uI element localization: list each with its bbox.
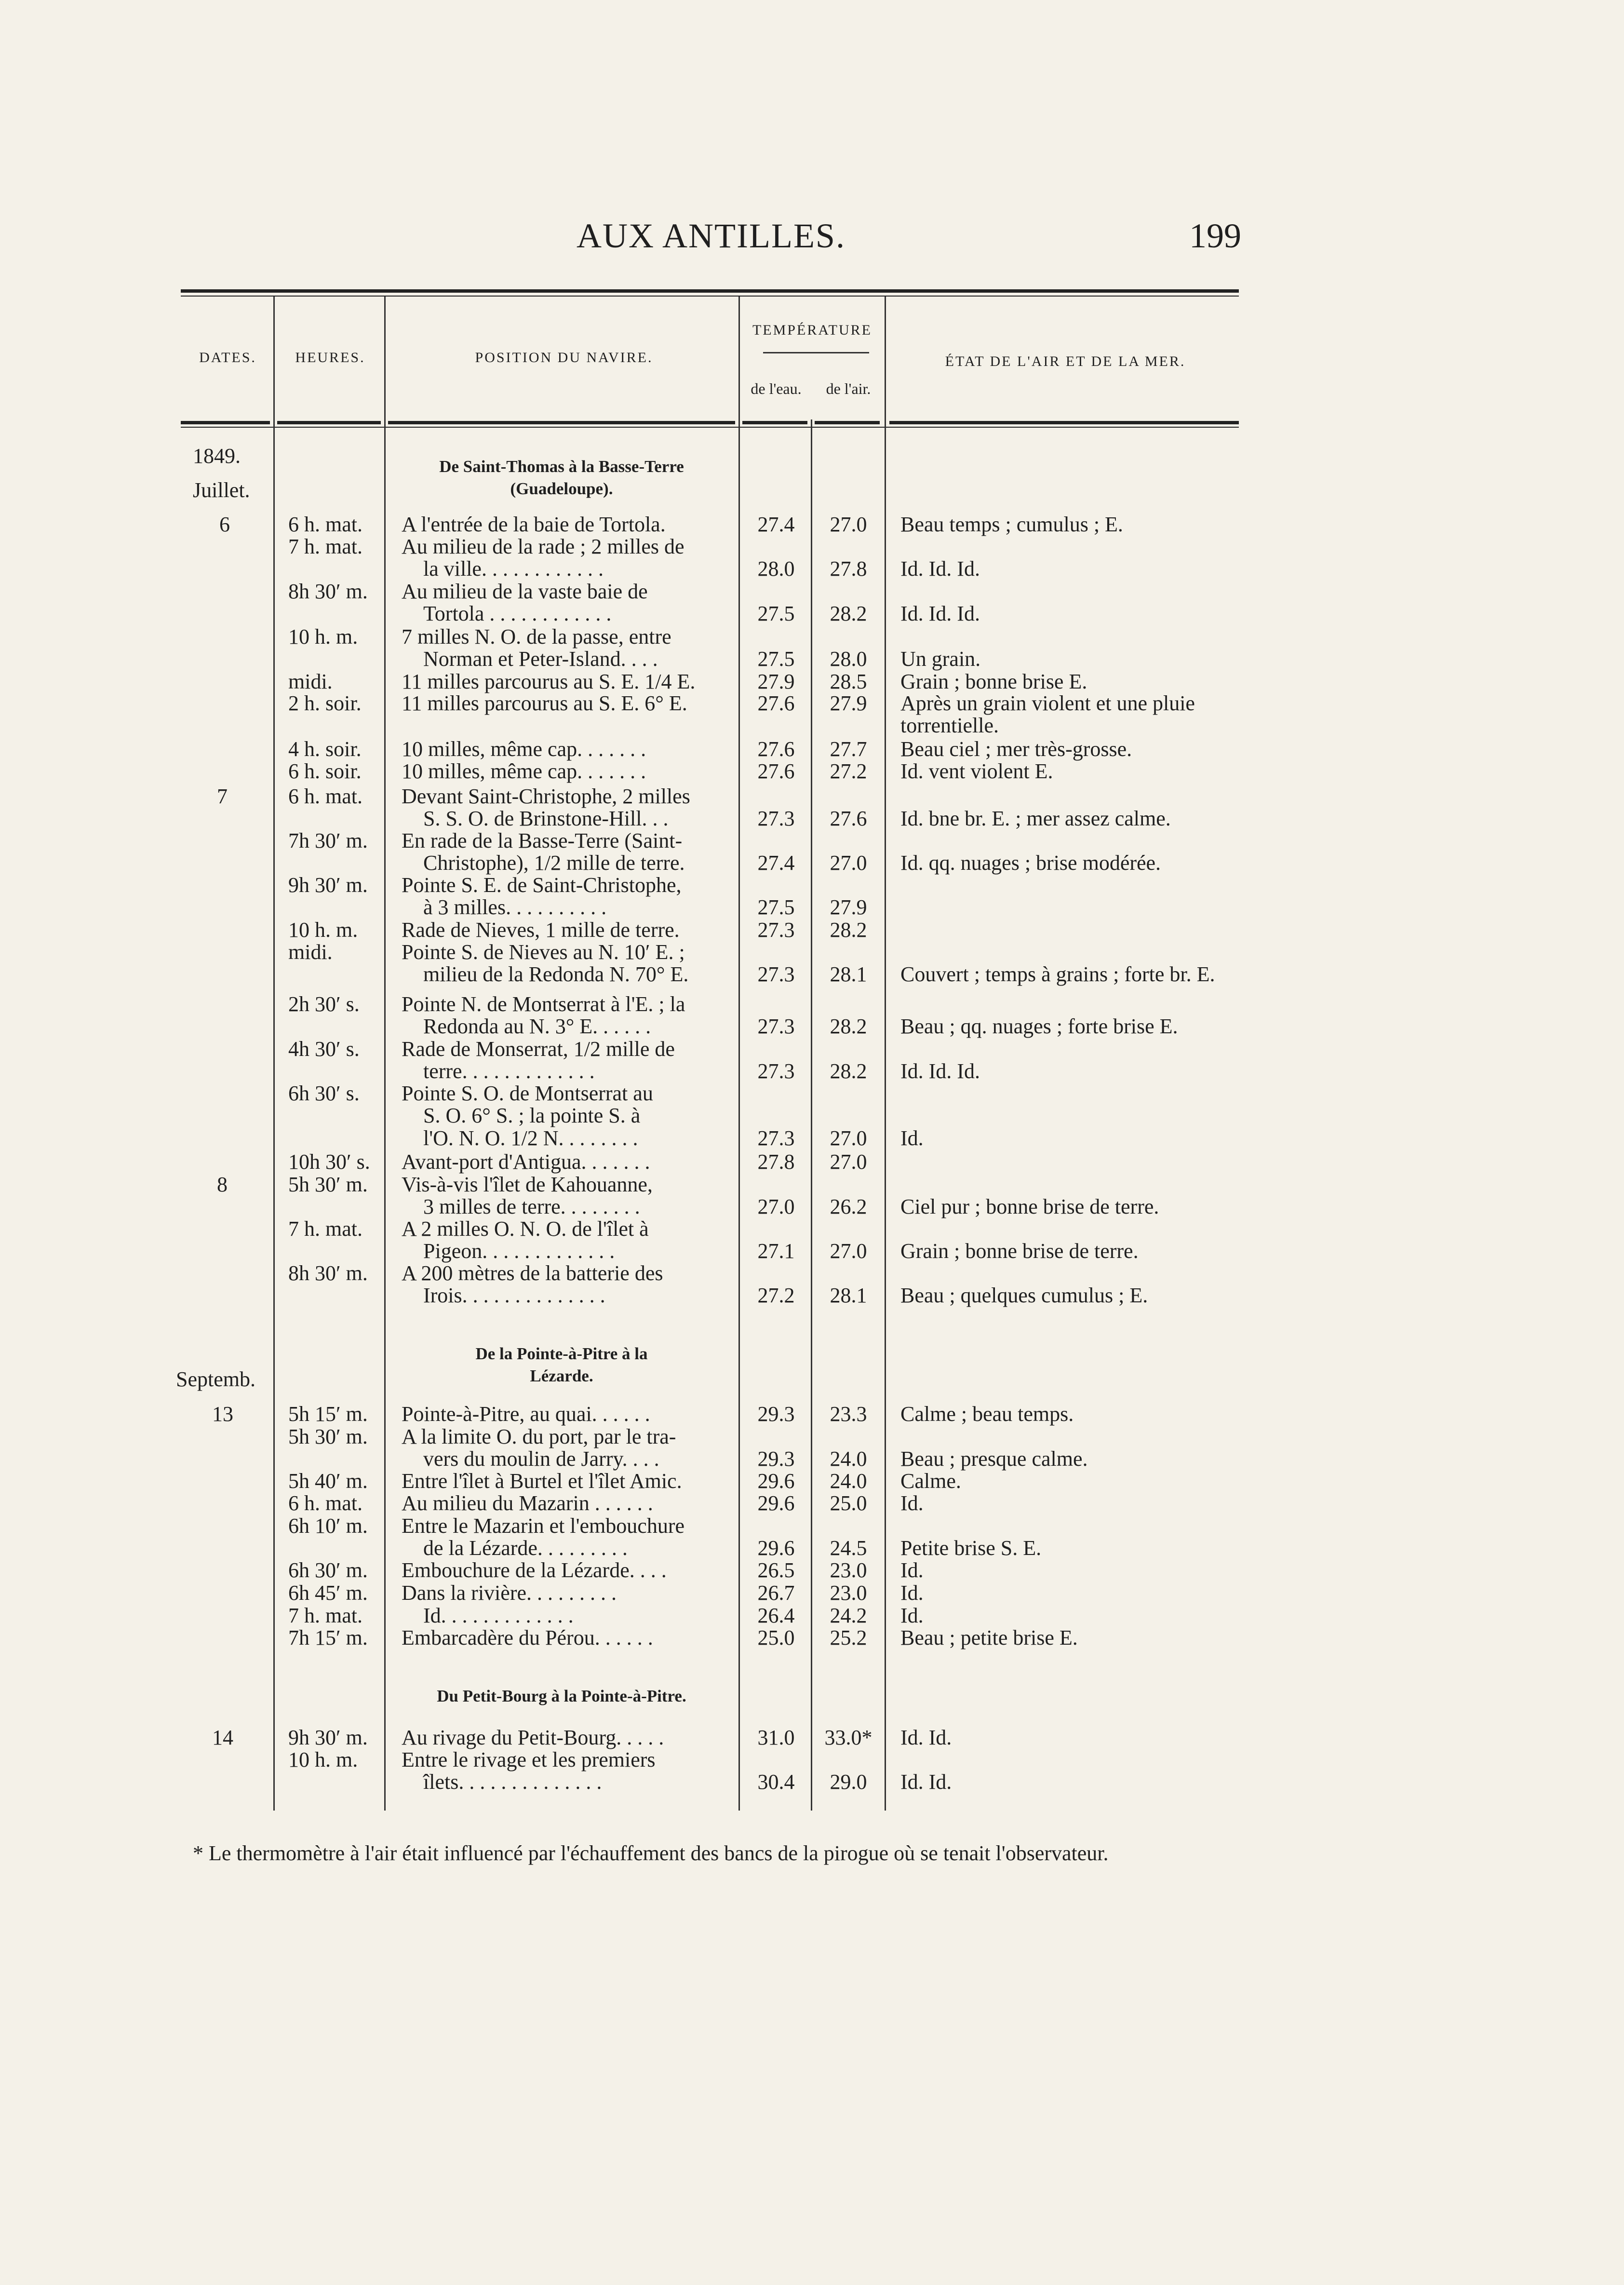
header-rule — [181, 421, 270, 424]
header-rule — [889, 421, 1239, 424]
position-cell: Pointe N. de Montserrat à l'E. ; la — [402, 992, 685, 1016]
water-temp-cell: 27.3 — [757, 807, 795, 830]
position-cell: terre. . . . . . . . . . . . . — [423, 1059, 595, 1083]
water-temp-cell: 27.2 — [757, 1284, 795, 1307]
state-cell: Beau temps ; cumulus ; E. — [900, 513, 1123, 536]
air-temp-cell: 28.2 — [830, 1059, 867, 1083]
position-cell: Pointe-à-Pitre, au quai. . . . . . — [402, 1402, 650, 1426]
state-cell: Ciel pur ; bonne brise de terre. — [900, 1195, 1159, 1218]
water-temp-cell: 27.4 — [757, 513, 795, 536]
date-cell: 13 — [212, 1402, 233, 1426]
hour-cell: 7h 15′ m. — [288, 1626, 368, 1650]
state-cell: Couvert ; temps à grains ; forte br. E. — [900, 962, 1215, 986]
air-temp-cell: 24.5 — [830, 1536, 867, 1560]
state-cell: Beau ciel ; mer très-grosse. — [900, 737, 1132, 761]
section-heading-line: Du Petit-Bourg à la Pointe-à-Pitre. — [437, 1687, 686, 1705]
state-cell: Grain ; bonne brise E. — [900, 670, 1087, 693]
water-temp-cell: 27.3 — [757, 1126, 795, 1150]
water-temp-cell: 27.5 — [757, 602, 795, 625]
date-cell: 14 — [212, 1726, 233, 1749]
water-temp-cell: 27.4 — [757, 851, 795, 875]
air-temp-cell: 27.0 — [830, 1126, 867, 1150]
water-temp-cell: 31.0 — [757, 1726, 795, 1749]
state-cell: Calme. — [900, 1469, 961, 1493]
hour-cell: 4 h. soir. — [288, 737, 362, 761]
water-temp-cell: 27.3 — [757, 1059, 795, 1083]
position-cell: Au milieu de la vaste baie de — [402, 580, 648, 603]
position-cell: Norman et Peter-Island. . . . — [423, 647, 658, 671]
position-cell: milieu de la Redonda N. 70° E. — [423, 962, 689, 986]
position-cell: En rade de la Basse-Terre (Saint- — [402, 829, 683, 852]
position-cell: 10 milles, même cap. . . . . . . — [402, 759, 646, 783]
water-temp-cell: 27.5 — [757, 895, 795, 919]
air-temp-cell: 27.0 — [830, 513, 867, 536]
water-temp-cell: 27.8 — [757, 1150, 795, 1174]
air-temp-cell: 28.0 — [830, 647, 867, 671]
position-cell: îlets. . . . . . . . . . . . . . — [423, 1770, 602, 1794]
position-cell: vers du moulin de Jarry. . . . — [423, 1447, 659, 1471]
position-cell: la ville. . . . . . . . . . . . — [423, 557, 604, 581]
position-cell: Entre le Mazarin et l'embouchure — [402, 1514, 684, 1538]
page-title: AUX ANTILLES. — [577, 216, 846, 255]
date-cell: 6 — [219, 513, 230, 536]
position-cell: Pigeon. . . . . . . . . . . . . — [423, 1239, 615, 1263]
water-temp-cell: 26.5 — [757, 1558, 795, 1582]
hour-cell: 10 h. m. — [288, 1748, 358, 1771]
hour-cell: 6h 45′ m. — [288, 1581, 368, 1605]
state-cell: torrentielle. — [900, 714, 999, 737]
hour-cell: 4h 30′ s. — [288, 1037, 360, 1061]
header-rule — [742, 421, 807, 424]
hour-cell: 10 h. m. — [288, 918, 358, 942]
header-position: POSITION DU NAVIRE. — [475, 350, 653, 365]
position-cell: 10 milles, même cap. . . . . . . — [402, 737, 646, 761]
air-temp-cell: 24.0 — [830, 1469, 867, 1493]
hour-cell: 7 h. mat. — [288, 535, 362, 558]
header-temperature: TEMPÉRATURE — [752, 322, 872, 338]
date-cell: Juillet. — [193, 478, 250, 502]
position-cell: Avant-port d'Antigua. . . . . . . — [402, 1150, 650, 1174]
position-cell: Tortola . . . . . . . . . . . . — [423, 602, 612, 625]
hour-cell: midi. — [288, 670, 333, 693]
hour-cell: 5h 40′ m. — [288, 1469, 368, 1493]
position-cell: Au milieu de la rade ; 2 milles de — [402, 535, 684, 558]
state-cell: Id. qq. nuages ; brise modérée. — [900, 851, 1161, 875]
hour-cell: 9h 30′ m. — [288, 873, 368, 897]
air-temp-cell: 28.5 — [830, 670, 867, 693]
position-cell: Christophe), 1/2 mille de terre. — [423, 851, 685, 875]
air-temp-cell: 28.2 — [830, 918, 867, 942]
water-temp-cell: 27.1 — [757, 1239, 795, 1263]
water-temp-cell: 28.0 — [757, 557, 795, 581]
hour-cell: 6 h. mat. — [288, 784, 362, 808]
air-temp-cell: 27.0 — [830, 851, 867, 875]
water-temp-cell: 26.7 — [757, 1581, 795, 1605]
hour-cell: 7h 30′ m. — [288, 829, 368, 852]
water-temp-cell: 29.3 — [757, 1447, 795, 1471]
position-cell: S. O. 6° S. ; la pointe S. à — [423, 1104, 641, 1127]
header-rule — [277, 421, 381, 424]
state-cell: Après un grain violent et une pluie — [900, 691, 1195, 715]
section-heading-line: Lézarde. — [530, 1366, 593, 1385]
water-temp-cell: 29.6 — [757, 1536, 795, 1560]
hour-cell: 5h 30′ m. — [288, 1425, 368, 1448]
water-temp-cell: 27.6 — [757, 691, 795, 715]
position-cell: Au rivage du Petit-Bourg. . . . . — [402, 1726, 664, 1749]
position-cell: Pointe S. de Nieves au N. 10′ E. ; — [402, 940, 685, 964]
air-temp-cell: 27.2 — [830, 759, 867, 783]
air-temp-cell: 28.1 — [830, 1284, 867, 1307]
header-dates: DATES. — [199, 350, 256, 365]
hour-cell: 10h 30′ s. — [288, 1150, 370, 1174]
state-cell: Id. Id. Id. — [900, 602, 980, 625]
position-cell: 11 milles parcourus au S. E. 6° E. — [402, 691, 687, 715]
water-temp-cell: 29.3 — [757, 1402, 795, 1426]
section-heading — [388, 1343, 735, 1387]
state-cell: Id. Id. Id. — [900, 557, 980, 581]
position-cell: Pointe S. O. de Montserrat au — [402, 1082, 653, 1105]
state-cell: Beau ; presque calme. — [900, 1447, 1088, 1471]
hour-cell: 5h 15′ m. — [288, 1402, 368, 1426]
state-cell: Id. Id. — [900, 1726, 952, 1749]
air-temp-cell: 27.9 — [830, 691, 867, 715]
air-temp-cell: 27.7 — [830, 737, 867, 761]
water-temp-cell: 26.4 — [757, 1604, 795, 1627]
air-temp-cell: 27.6 — [830, 807, 867, 830]
state-cell: Id. bne br. E. ; mer assez calme. — [900, 807, 1171, 830]
hour-cell: 8h 30′ m. — [288, 1261, 368, 1285]
header-rule — [815, 421, 880, 424]
top-rule — [181, 289, 1239, 293]
air-temp-cell: 28.2 — [830, 1014, 867, 1038]
position-cell: Pointe S. E. de Saint-Christophe, — [402, 873, 682, 897]
state-cell: Id. Id. Id. — [900, 1059, 980, 1083]
state-cell: Beau ; qq. nuages ; forte brise E. — [900, 1014, 1178, 1038]
section-heading — [388, 1685, 735, 1707]
state-cell: Id. — [900, 1604, 924, 1627]
hour-cell: 6 h. mat. — [288, 1491, 362, 1515]
position-cell: Rade de Nieves, 1 mille de terre. — [402, 918, 680, 942]
hour-cell: 2 h. soir. — [288, 691, 362, 715]
state-cell: Id. vent violent E. — [900, 759, 1053, 783]
position-cell: 3 milles de terre. . . . . . . . — [423, 1195, 640, 1218]
hour-cell: midi. — [288, 940, 333, 964]
page-header — [181, 216, 1241, 269]
position-cell: Dans la rivière. . . . . . . . . — [402, 1581, 617, 1605]
section-heading-line: De la Pointe-à-Pitre à la — [475, 1344, 648, 1363]
state-cell: Un grain. — [900, 647, 981, 671]
state-cell: Id. — [900, 1126, 924, 1150]
water-temp-cell: 30.4 — [757, 1770, 795, 1794]
position-cell: Vis-à-vis l'îlet de Kahouanne, — [402, 1173, 653, 1196]
water-temp-cell: 27.3 — [757, 962, 795, 986]
position-cell: Redonda au N. 3° E. . . . . . — [423, 1014, 651, 1038]
position-cell: A 200 mètres de la batterie des — [402, 1261, 663, 1285]
water-temp-cell: 29.6 — [757, 1491, 795, 1515]
header-etat: ÉTAT DE L'AIR ET DE LA MER. — [945, 353, 1186, 369]
water-temp-cell: 27.6 — [757, 737, 795, 761]
section-heading-line: (Guadeloupe). — [510, 479, 613, 498]
page-number: 199 — [1189, 216, 1241, 255]
position-cell: Irois. . . . . . . . . . . . . . — [423, 1284, 605, 1307]
position-cell: Embarcadère du Pérou. . . . . . — [402, 1626, 653, 1650]
hour-cell: 6h 10′ m. — [288, 1514, 368, 1538]
air-temp-cell: 24.0 — [830, 1447, 867, 1471]
position-cell: Entre l'îlet à Burtel et l'îlet Amic. — [402, 1469, 682, 1493]
state-cell: Id. — [900, 1581, 924, 1605]
hour-cell: 6h 30′ m. — [288, 1558, 368, 1582]
position-cell: A l'entrée de la baie de Tortola. — [402, 513, 666, 536]
section-heading-line: De Saint-Thomas à la Basse-Terre — [439, 457, 684, 476]
air-temp-cell: 27.0 — [830, 1239, 867, 1263]
state-cell: Beau ; quelques cumulus ; E. — [900, 1284, 1148, 1307]
water-temp-cell: 27.0 — [757, 1195, 795, 1218]
hour-cell: 9h 30′ m. — [288, 1726, 368, 1749]
hour-cell: 6 h. soir. — [288, 759, 362, 783]
state-cell: Beau ; petite brise E. — [900, 1626, 1078, 1650]
air-temp-cell: 33.0* — [824, 1726, 872, 1749]
water-temp-cell: 27.3 — [757, 918, 795, 942]
air-temp-cell: 28.2 — [830, 602, 867, 625]
air-temp-cell: 23.0 — [830, 1581, 867, 1605]
position-cell: A la limite O. du port, par le tra- — [402, 1425, 676, 1448]
water-temp-cell: 25.0 — [757, 1626, 795, 1650]
water-temp-cell: 27.5 — [757, 647, 795, 671]
air-temp-cell: 27.9 — [830, 895, 867, 919]
position-cell: de la Lézarde. . . . . . . . . — [423, 1536, 628, 1560]
air-temp-cell: 29.0 — [830, 1770, 867, 1794]
column-divider — [738, 297, 740, 1811]
header-rule — [388, 421, 735, 424]
temperature-brace — [763, 352, 869, 364]
water-temp-cell: 27.3 — [757, 1014, 795, 1038]
hour-cell: 5h 30′ m. — [288, 1173, 368, 1196]
header-eau: de l'eau. — [751, 380, 802, 397]
hour-cell: 7 h. mat. — [288, 1604, 362, 1627]
footnote: * Le thermomètre à l'air était influencé par l'échauffement des bancs de la pirogue où se tenait l'observateur. — [193, 1841, 1109, 1865]
air-temp-cell: 23.0 — [830, 1558, 867, 1582]
hour-cell: 2h 30′ s. — [288, 992, 360, 1016]
hour-cell: 10 h. m. — [288, 625, 358, 649]
position-cell: Id. . . . . . . . . . . . . — [423, 1604, 574, 1627]
state-cell: Grain ; bonne brise de terre. — [900, 1239, 1139, 1263]
date-cell: Septemb. — [176, 1367, 255, 1391]
header-air: de l'air. — [826, 380, 871, 397]
position-cell: A 2 milles O. N. O. de l'îlet à — [402, 1217, 649, 1241]
top-rule-thin — [181, 296, 1239, 297]
air-temp-cell: 25.2 — [830, 1626, 867, 1650]
section-heading — [388, 456, 735, 500]
column-divider — [885, 297, 886, 1811]
water-temp-cell: 27.6 — [757, 759, 795, 783]
position-cell: 11 milles parcourus au S. E. 1/4 E. — [402, 670, 696, 693]
date-cell: 7 — [217, 784, 228, 808]
state-cell: Id. — [900, 1558, 924, 1582]
date-cell: 8 — [217, 1173, 228, 1196]
position-cell: Embouchure de la Lézarde. . . . — [402, 1558, 667, 1582]
position-cell: l'O. N. O. 1/2 N. . . . . . . . — [423, 1126, 638, 1150]
column-divider — [273, 297, 275, 1811]
position-cell: 7 milles N. O. de la passe, entre — [402, 625, 671, 649]
air-temp-cell: 27.8 — [830, 557, 867, 581]
position-cell: Devant Saint-Christophe, 2 milles — [402, 784, 690, 808]
state-cell: Id. — [900, 1491, 924, 1515]
air-temp-cell: 28.1 — [830, 962, 867, 986]
hour-cell: 6 h. mat. — [288, 513, 362, 536]
state-cell: Petite brise S. E. — [900, 1536, 1042, 1560]
air-temp-cell: 24.2 — [830, 1604, 867, 1627]
hour-cell: 6h 30′ s. — [288, 1082, 360, 1105]
air-temp-cell: 26.2 — [830, 1195, 867, 1218]
state-cell: Id. Id. — [900, 1770, 952, 1794]
column-divider — [811, 419, 812, 1811]
water-temp-cell: 27.9 — [757, 670, 795, 693]
position-cell: Entre le rivage et les premiers — [402, 1748, 656, 1771]
date-cell: 1849. — [193, 444, 241, 468]
water-temp-cell: 29.6 — [757, 1469, 795, 1493]
column-divider — [384, 297, 386, 1811]
position-cell: S. S. O. de Brinstone-Hill. . . — [423, 807, 669, 830]
hour-cell: 8h 30′ m. — [288, 580, 368, 603]
hour-cell: 7 h. mat. — [288, 1217, 362, 1241]
header-heures: HEURES. — [295, 350, 365, 365]
air-temp-cell: 27.0 — [830, 1150, 867, 1174]
air-temp-cell: 23.3 — [830, 1402, 867, 1426]
air-temp-cell: 25.0 — [830, 1491, 867, 1515]
position-cell: Rade de Monserrat, 1/2 mille de — [402, 1037, 675, 1061]
position-cell: à 3 milles. . . . . . . . . . — [423, 895, 607, 919]
state-cell: Calme ; beau temps. — [900, 1402, 1074, 1426]
header-rule-thin — [181, 427, 1239, 428]
position-cell: Au milieu du Mazarin . . . . . . — [402, 1491, 653, 1515]
